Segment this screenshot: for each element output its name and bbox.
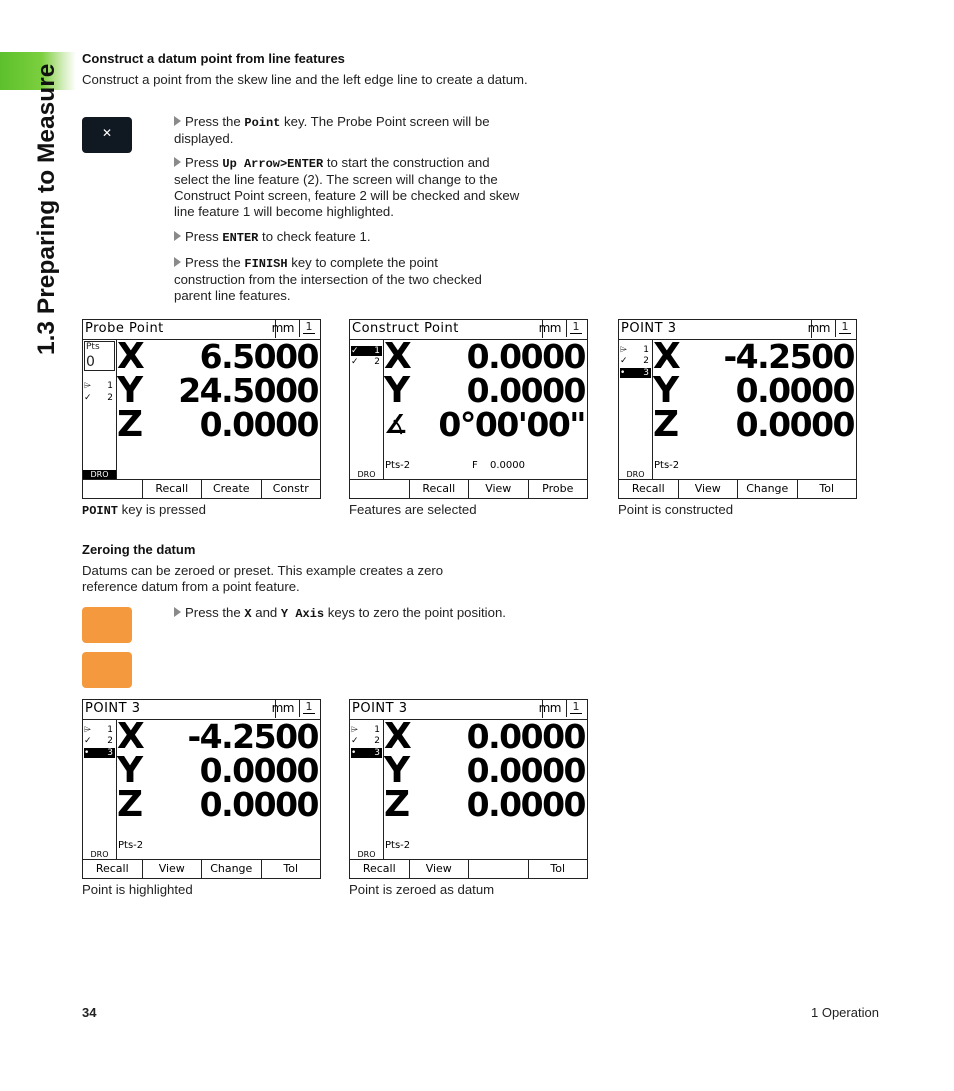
axis-x: X <box>384 716 411 757</box>
axis-z: Z <box>117 784 143 825</box>
softkey-create[interactable]: Create <box>201 480 261 498</box>
key-name: FINISH <box>244 257 288 271</box>
caption-construct-point: Features are selected <box>349 502 477 517</box>
step-1: Press the Point key. The Probe Point screen will be displayed. <box>174 114 490 146</box>
axis-y: Y <box>384 370 410 411</box>
screen-title: POINT 3 <box>621 321 677 336</box>
caption-point-highlighted: Point is highlighted <box>82 882 193 897</box>
key-name: ENTER <box>222 231 259 245</box>
points-counter: Pts 0 <box>84 341 115 371</box>
section-heading-construct: Construct a datum point from line features <box>82 51 345 66</box>
feature-list-panel <box>619 339 653 479</box>
points-count: Pts-2 <box>118 840 144 851</box>
section-intro-zeroing: Datums can be zeroed or preset. This example creates a zero reference datum from a point feature. <box>82 563 444 594</box>
y-value: 0.0000 <box>199 751 318 790</box>
line-feature-icon: ⌲ <box>84 381 92 391</box>
feature-item: ✓ 2 <box>351 357 380 367</box>
z-value: 0.0000 <box>199 785 318 824</box>
caption-point-zeroed: Point is zeroed as datum <box>349 882 495 897</box>
axis-z: Z <box>117 404 143 445</box>
unit-label: mm <box>271 701 294 715</box>
dro-label: DRO <box>350 470 383 479</box>
line-feature-icon: ⌲ <box>351 725 359 735</box>
points-count: Pts-2 <box>654 460 680 471</box>
bullet-triangle-icon <box>174 157 181 167</box>
softkey-bar <box>619 479 856 498</box>
dro-label: DRO <box>619 470 652 479</box>
y-value: 0.0000 <box>735 371 854 410</box>
angle-value: 0°00'00" <box>438 405 585 444</box>
feature-list-panel <box>83 719 117 859</box>
axis-z: Z <box>653 404 679 445</box>
screen-construct-point <box>349 319 588 499</box>
point-key-icon: ✕ <box>101 126 113 140</box>
softkey-1[interactable] <box>83 480 142 498</box>
unit-label: mm <box>807 321 830 335</box>
feature-list-panel <box>83 339 117 479</box>
softkey-probe[interactable]: Probe <box>528 480 588 498</box>
angle-icon: ∡ <box>384 410 407 440</box>
softkey-recall[interactable]: Recall <box>142 480 202 498</box>
check-icon: ✓ <box>351 357 359 367</box>
z-value: 0.0000 <box>466 785 585 824</box>
softkey-3[interactable] <box>468 860 528 878</box>
z-value: 0.0000 <box>199 405 318 444</box>
point-feature-icon: • <box>620 368 626 378</box>
x-value: -4.2500 <box>723 337 854 376</box>
feature-item: ✓ 2 <box>351 736 380 746</box>
y-value: 24.5000 <box>178 371 318 410</box>
softkey-tol[interactable]: Tol <box>528 860 588 878</box>
feature-list-panel <box>350 339 384 479</box>
chapter-side-title: 1.3 Preparing to Measure <box>33 63 60 355</box>
x-axis-key <box>82 607 132 643</box>
check-icon: ✓ <box>351 346 359 356</box>
softkey-recall[interactable]: Recall <box>409 480 469 498</box>
softkey-bar <box>83 859 320 878</box>
bullet-triangle-icon <box>174 231 181 241</box>
axis-x: X <box>117 336 144 377</box>
softkey-change[interactable]: Change <box>737 480 797 498</box>
axis-y: Y <box>384 750 410 791</box>
line-feature-icon: ⌲ <box>620 345 628 355</box>
x-value: 0.0000 <box>466 337 585 376</box>
caption-point-constructed: Point is constructed <box>618 502 734 517</box>
screen-point-zeroed <box>349 699 588 879</box>
axis-x: X <box>117 716 144 757</box>
step-2: Press Up Arrow>ENTER to start the construction and select the line feature (2). The screen will change to the Construct Point screen, feature 2 will be checked and skew line feature 1 will become highlighted. <box>174 155 520 219</box>
axis-z: Z <box>384 784 410 825</box>
dro-label: DRO <box>83 850 116 859</box>
y-axis-key <box>82 652 132 688</box>
unit-label: mm <box>271 321 294 335</box>
softkey-view[interactable]: View <box>409 860 469 878</box>
y-value: 0.0000 <box>466 371 585 410</box>
screen-title: Construct Point <box>352 321 459 336</box>
x-value: -4.2500 <box>187 717 318 756</box>
screen-probe-point <box>82 319 321 499</box>
points-count: Pts-2 <box>385 460 411 471</box>
check-icon: ✓ <box>84 736 92 746</box>
section-intro-construct: Construct a point from the skew line and the left edge line to create a datum. <box>82 72 528 87</box>
check-icon: ✓ <box>620 356 628 366</box>
axis-x: X <box>653 336 680 377</box>
axis-y: Y <box>117 750 143 791</box>
points-count: Pts-2 <box>385 840 411 851</box>
form-value: 0.0000 <box>490 460 525 471</box>
feature-item-selected: • 3 <box>620 368 649 378</box>
softkey-view[interactable]: View <box>142 860 202 878</box>
softkey-recall[interactable]: Recall <box>95 862 129 875</box>
screen-point-highlighted <box>82 699 321 879</box>
axis-y: Y <box>653 370 679 411</box>
key-name: Point <box>244 116 281 130</box>
bullet-triangle-icon <box>174 257 181 267</box>
screen-point-constructed <box>618 319 857 499</box>
page-number: 34 <box>82 1005 97 1020</box>
softkey-change[interactable]: Change <box>201 860 261 878</box>
point-feature-icon: • <box>351 748 357 758</box>
unit-indicator: 1 <box>299 700 318 717</box>
softkey-1[interactable] <box>350 480 409 498</box>
softkey-view[interactable]: View <box>468 480 528 498</box>
feature-item: ⌲ 1 <box>84 381 113 391</box>
softkey-constr[interactable]: Constr <box>261 480 321 498</box>
softkey-view[interactable]: View <box>678 480 738 498</box>
softkey-tol[interactable]: Tol <box>261 860 321 878</box>
z-value: 0.0000 <box>735 405 854 444</box>
check-icon: ✓ <box>84 393 92 403</box>
unit-label: mm <box>538 701 561 715</box>
softkey-recall[interactable]: Recall <box>631 482 665 495</box>
line-feature-icon: ⌲ <box>84 725 92 735</box>
unit-indicator: 1 <box>566 700 585 717</box>
unit-indicator: 1 <box>835 320 854 337</box>
axis-y: Y <box>117 370 143 411</box>
softkey-bar <box>83 479 320 498</box>
feature-item: ✓ 2 <box>620 356 649 366</box>
key-name: Up Arrow>ENTER <box>222 157 324 171</box>
section-heading-zeroing: Zeroing the datum <box>82 542 196 557</box>
step-3: Press ENTER to check feature 1. <box>174 229 534 246</box>
feature-item-selected: • 3 <box>84 748 113 758</box>
unit-indicator: 1 <box>566 320 585 337</box>
caption-probe-point: POINT key is pressed <box>82 502 206 518</box>
x-value: 0.0000 <box>466 717 585 756</box>
softkey-tol[interactable]: Tol <box>797 480 857 498</box>
feature-item: ✓ 2 <box>84 736 113 746</box>
form-label: F <box>472 460 478 471</box>
unit-indicator: 1 <box>299 320 318 337</box>
softkey-bar <box>350 859 587 878</box>
unit-label: mm <box>538 321 561 335</box>
softkey-bar <box>350 479 587 498</box>
point-key <box>82 117 132 153</box>
axis-x: X <box>384 336 411 377</box>
x-value: 6.5000 <box>199 337 318 376</box>
feature-item-selected: ✓ 1 <box>351 346 380 356</box>
screen-title: POINT 3 <box>85 701 141 716</box>
feature-item: ⌲ 1 <box>351 725 380 735</box>
point-feature-icon: • <box>84 748 90 758</box>
screen-title: POINT 3 <box>352 701 408 716</box>
step-4: Press the FINISH key to complete the point construction from the intersection of the two checked parent line features. <box>174 255 482 303</box>
y-value: 0.0000 <box>466 751 585 790</box>
screen-title: Probe Point <box>85 321 164 336</box>
step-zero: Press the X and Y Axis keys to zero the point position. <box>174 605 534 622</box>
feature-list-panel <box>350 719 384 859</box>
feature-item: ⌲ 1 <box>84 725 113 735</box>
bullet-triangle-icon <box>174 607 181 617</box>
check-icon: ✓ <box>351 736 359 746</box>
softkey-recall[interactable]: Recall <box>362 862 396 875</box>
chapter-footer: 1 Operation <box>811 1005 879 1020</box>
feature-item: ✓ 2 <box>84 393 113 403</box>
dro-label: DRO <box>350 850 383 859</box>
dro-label: DRO <box>83 470 116 479</box>
bullet-triangle-icon <box>174 116 181 126</box>
feature-item-selected: • 3 <box>351 748 380 758</box>
feature-item: ⌲ 1 <box>620 345 649 355</box>
